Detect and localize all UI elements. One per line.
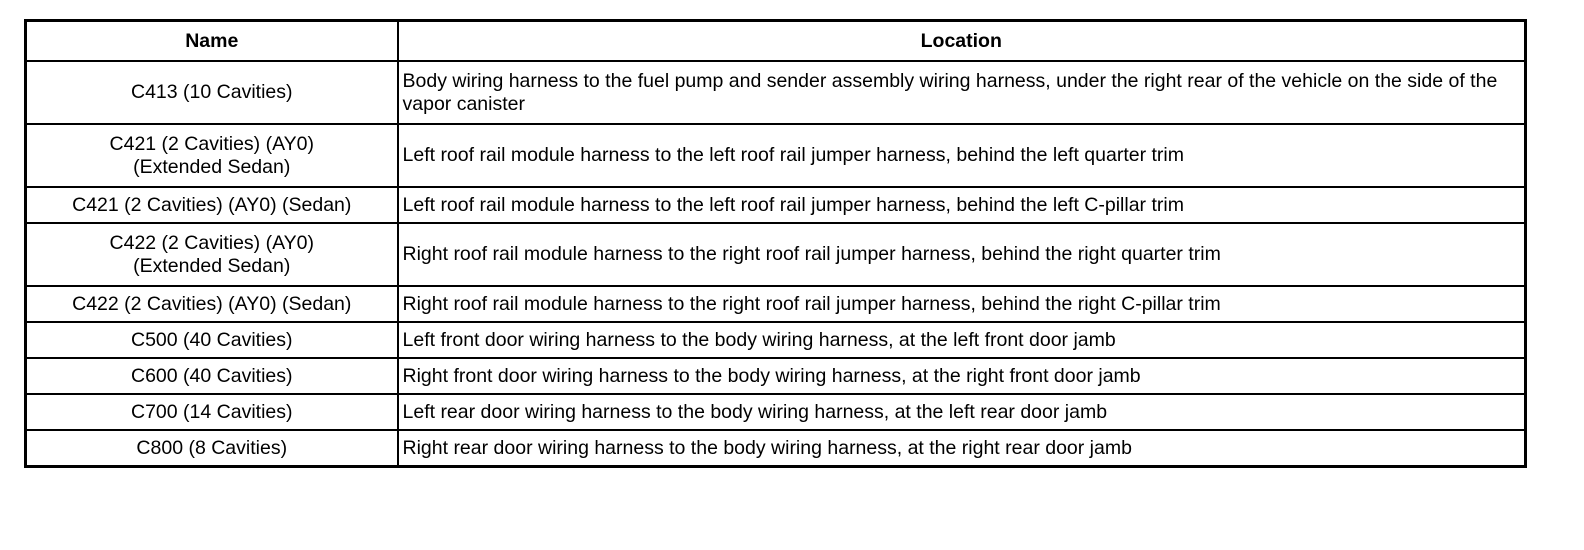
connector-location-cell: Left roof rail module harness to the left roof rail jumper harness, behind the left quarter trim <box>398 124 1526 187</box>
connector-name-cell: C421 (2 Cavities) (AY0) (Sedan) <box>26 187 398 223</box>
connector-location-cell: Left roof rail module harness to the left roof rail jumper harness, behind the left C-pillar trim <box>398 187 1526 223</box>
column-header-name: Name <box>26 21 398 62</box>
table-row <box>26 394 1526 430</box>
table-row <box>26 430 1526 467</box>
table-row <box>26 223 1526 286</box>
connector-location-cell: Body wiring harness to the fuel pump and sender assembly wiring harness, under the right rear of the vehicle on the side of the vapor canister <box>398 61 1526 124</box>
connector-name-cell: C413 (10 Cavities) <box>26 61 398 124</box>
connector-location-cell: Left rear door wiring harness to the body wiring harness, at the left rear door jamb <box>398 394 1526 430</box>
connector-location-cell: Right front door wiring harness to the body wiring harness, at the right front door jamb <box>398 358 1526 394</box>
table-row <box>26 286 1526 322</box>
table-row <box>26 124 1526 187</box>
connector-name-cell: C600 (40 Cavities) <box>26 358 398 394</box>
connector-name-cell: C700 (14 Cavities) <box>26 394 398 430</box>
table-row <box>26 187 1526 223</box>
table-header-row <box>26 21 1526 62</box>
connector-location-cell: Right rear door wiring harness to the body wiring harness, at the right rear door jamb <box>398 430 1526 467</box>
connector-location-cell: Left front door wiring harness to the body wiring harness, at the left front door jamb <box>398 322 1526 358</box>
connector-location-cell: Right roof rail module harness to the right roof rail jumper harness, behind the right quarter trim <box>398 223 1526 286</box>
connector-location-table <box>24 19 1527 468</box>
connector-name-cell: C421 (2 Cavities) (AY0) (Extended Sedan) <box>26 124 398 187</box>
connector-name-cell: C422 (2 Cavities) (AY0) (Sedan) <box>26 286 398 322</box>
connector-location-cell: Right roof rail module harness to the right roof rail jumper harness, behind the right C-pillar trim <box>398 286 1526 322</box>
connector-name-cell: C422 (2 Cavities) (AY0) (Extended Sedan) <box>26 223 398 286</box>
connector-name-cell: C500 (40 Cavities) <box>26 322 398 358</box>
connector-name-cell: C800 (8 Cavities) <box>26 430 398 467</box>
column-header-location: Location <box>398 21 1526 62</box>
table-row <box>26 61 1526 124</box>
table-row <box>26 322 1526 358</box>
table-row <box>26 358 1526 394</box>
